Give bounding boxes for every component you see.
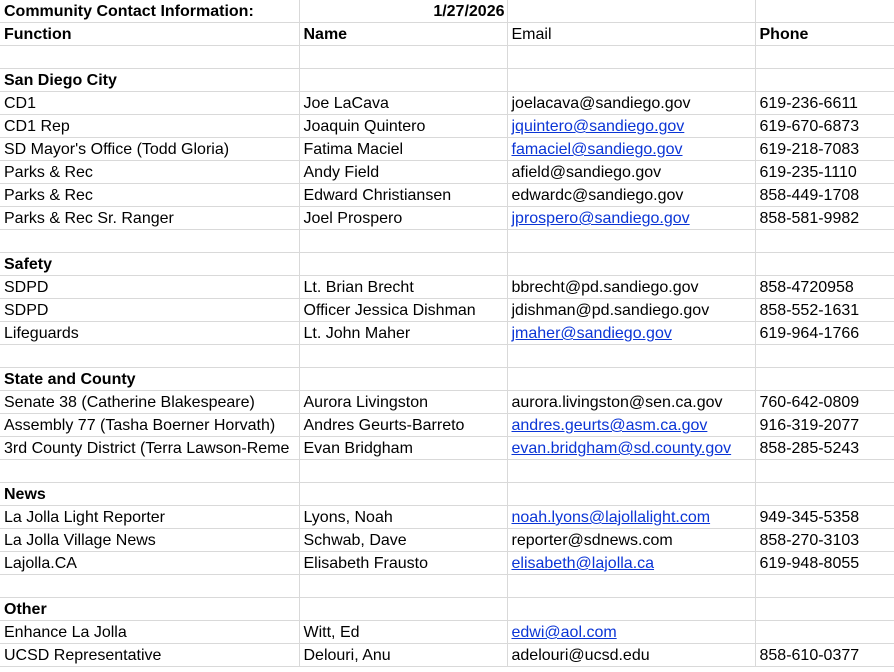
phone-cell[interactable]: 858-4720958 bbox=[755, 276, 894, 299]
name-cell[interactable]: Lt. John Maher bbox=[299, 322, 507, 345]
email-cell[interactable]: aurora.livingston@sen.ca.gov bbox=[507, 391, 755, 414]
function-cell[interactable]: Assembly 77 (Tasha Boerner Horvath) bbox=[0, 414, 299, 437]
section-header-row bbox=[0, 368, 894, 391]
empty-cell[interactable] bbox=[507, 460, 755, 483]
empty-cell[interactable] bbox=[507, 575, 755, 598]
function-cell[interactable]: Senate 38 (Catherine Blakespeare) bbox=[0, 391, 299, 414]
phone-cell[interactable]: 858-285-5243 bbox=[755, 437, 894, 460]
contact-row bbox=[0, 276, 894, 299]
phone-cell[interactable]: 619-218-7083 bbox=[755, 138, 894, 161]
function-cell[interactable]: CD1 Rep bbox=[0, 115, 299, 138]
name-cell[interactable]: Lyons, Noah bbox=[299, 506, 507, 529]
empty-cell[interactable] bbox=[507, 368, 755, 391]
name-cell[interactable]: Evan Bridgham bbox=[299, 437, 507, 460]
empty-cell[interactable] bbox=[507, 69, 755, 92]
email-cell[interactable] bbox=[507, 207, 755, 230]
phone-cell[interactable]: 858-552-1631 bbox=[755, 299, 894, 322]
contact-row bbox=[0, 506, 894, 529]
empty-cell[interactable] bbox=[507, 598, 755, 621]
contact-row bbox=[0, 161, 894, 184]
phone-cell[interactable]: 949-345-5358 bbox=[755, 506, 894, 529]
contact-row bbox=[0, 207, 894, 230]
function-cell[interactable]: Lifeguards bbox=[0, 322, 299, 345]
name-cell[interactable]: Andy Field bbox=[299, 161, 507, 184]
email-cell[interactable] bbox=[507, 138, 755, 161]
empty-cell[interactable] bbox=[507, 46, 755, 69]
empty-cell[interactable] bbox=[299, 575, 507, 598]
function-cell[interactable]: 3rd County District (Terra Lawson-Reme bbox=[0, 437, 299, 460]
empty-cell[interactable] bbox=[755, 575, 894, 598]
empty-cell[interactable] bbox=[299, 46, 507, 69]
empty-cell[interactable] bbox=[0, 46, 299, 69]
email-link[interactable]: jquintero@sandiego.gov bbox=[511, 118, 685, 135]
empty-cell[interactable] bbox=[507, 345, 755, 368]
empty-cell[interactable] bbox=[755, 230, 894, 253]
section-header-row bbox=[0, 253, 894, 276]
blank-row bbox=[0, 575, 894, 598]
contact-row bbox=[0, 115, 894, 138]
name-cell[interactable]: Edward Christiansen bbox=[299, 184, 507, 207]
email-cell[interactable] bbox=[507, 115, 755, 138]
empty-cell[interactable] bbox=[299, 368, 507, 391]
email-cell[interactable]: jdishman@pd.sandiego.gov bbox=[507, 299, 755, 322]
section-title[interactable]: Safety bbox=[0, 253, 299, 276]
name-cell[interactable]: Joel Prospero bbox=[299, 207, 507, 230]
name-cell[interactable]: Fatima Maciel bbox=[299, 138, 507, 161]
empty-cell[interactable] bbox=[299, 230, 507, 253]
phone-cell[interactable]: 858-610-0377 bbox=[755, 644, 894, 667]
blank-row bbox=[0, 345, 894, 368]
contact-row bbox=[0, 621, 894, 644]
function-cell[interactable]: La Jolla Light Reporter bbox=[0, 506, 299, 529]
contact-row bbox=[0, 184, 894, 207]
phone-cell[interactable]: 619-964-1766 bbox=[755, 322, 894, 345]
name-cell[interactable]: Aurora Livingston bbox=[299, 391, 507, 414]
empty-cell[interactable] bbox=[755, 368, 894, 391]
column-header-function[interactable]: Function bbox=[0, 23, 299, 46]
email-link[interactable]: jprospero@sandiego.gov bbox=[511, 210, 690, 227]
function-cell[interactable]: Parks & Rec bbox=[0, 161, 299, 184]
email-cell[interactable] bbox=[507, 621, 755, 644]
empty-cell[interactable] bbox=[755, 69, 894, 92]
email-cell[interactable]: adelouri@ucsd.edu bbox=[507, 644, 755, 667]
contact-row bbox=[0, 414, 894, 437]
name-cell[interactable]: Lt. Brian Brecht bbox=[299, 276, 507, 299]
phone-cell[interactable]: 858-270-3103 bbox=[755, 529, 894, 552]
email-link[interactable]: elisabeth@lajolla.ca bbox=[511, 555, 655, 572]
name-cell[interactable]: Schwab, Dave bbox=[299, 529, 507, 552]
column-header-row bbox=[0, 23, 894, 46]
contact-row bbox=[0, 529, 894, 552]
empty-cell[interactable] bbox=[755, 460, 894, 483]
email-cell[interactable] bbox=[507, 552, 755, 575]
email-link[interactable]: evan.bridgham@sd.county.gov bbox=[511, 440, 732, 457]
email-cell[interactable] bbox=[507, 322, 755, 345]
empty-cell[interactable] bbox=[0, 460, 299, 483]
section-header-row bbox=[0, 598, 894, 621]
function-cell[interactable]: Enhance La Jolla bbox=[0, 621, 299, 644]
section-title[interactable]: State and County bbox=[0, 368, 299, 391]
name-cell[interactable]: Witt, Ed bbox=[299, 621, 507, 644]
section-title[interactable]: Other bbox=[0, 598, 299, 621]
empty-cell[interactable] bbox=[299, 345, 507, 368]
function-cell[interactable]: SDPD bbox=[0, 299, 299, 322]
phone-cell[interactable]: 858-581-9982 bbox=[755, 207, 894, 230]
empty-cell[interactable] bbox=[299, 483, 507, 506]
function-cell[interactable]: Lajolla.CA bbox=[0, 552, 299, 575]
sheet-date[interactable]: 1/27/2026 bbox=[299, 0, 507, 23]
phone-cell[interactable]: 619-948-8055 bbox=[755, 552, 894, 575]
email-cell[interactable]: bbrecht@pd.sandiego.gov bbox=[507, 276, 755, 299]
blank-row bbox=[0, 46, 894, 69]
empty-cell[interactable] bbox=[507, 253, 755, 276]
column-header-phone[interactable]: Phone bbox=[755, 23, 894, 46]
name-cell[interactable]: Officer Jessica Dishman bbox=[299, 299, 507, 322]
email-link[interactable]: jmaher@sandiego.gov bbox=[511, 325, 672, 342]
email-cell[interactable]: reporter@sdnews.com bbox=[507, 529, 755, 552]
blank-row bbox=[0, 460, 894, 483]
empty-cell[interactable] bbox=[507, 483, 755, 506]
section-header-row bbox=[0, 69, 894, 92]
function-cell[interactable]: SD Mayor's Office (Todd Gloria) bbox=[0, 138, 299, 161]
empty-cell[interactable] bbox=[0, 345, 299, 368]
function-cell[interactable]: Parks & Rec Sr. Ranger bbox=[0, 207, 299, 230]
title-row bbox=[0, 0, 894, 23]
name-cell[interactable]: Joe LaCava bbox=[299, 92, 507, 115]
phone-cell[interactable]: 858-449-1708 bbox=[755, 184, 894, 207]
email-cell[interactable] bbox=[507, 437, 755, 460]
name-cell[interactable]: Joaquin Quintero bbox=[299, 115, 507, 138]
email-link[interactable]: famaciel@sandiego.gov bbox=[511, 141, 683, 158]
contact-row bbox=[0, 552, 894, 575]
column-header-email[interactable]: Email bbox=[507, 23, 755, 46]
contact-row bbox=[0, 92, 894, 115]
empty-cell[interactable] bbox=[755, 483, 894, 506]
phone-cell[interactable]: 619-670-6873 bbox=[755, 115, 894, 138]
email-cell[interactable] bbox=[507, 414, 755, 437]
function-cell[interactable]: CD1 bbox=[0, 92, 299, 115]
empty-cell[interactable] bbox=[299, 460, 507, 483]
email-cell[interactable]: joelacava@sandiego.gov bbox=[507, 92, 755, 115]
empty-cell[interactable] bbox=[755, 46, 894, 69]
name-cell[interactable]: Elisabeth Frausto bbox=[299, 552, 507, 575]
phone-cell[interactable]: 760-642-0809 bbox=[755, 391, 894, 414]
section-header-row bbox=[0, 483, 894, 506]
email-cell[interactable]: edwardc@sandiego.gov bbox=[507, 184, 755, 207]
empty-cell[interactable] bbox=[507, 230, 755, 253]
contact-row bbox=[0, 644, 894, 667]
function-cell[interactable]: UCSD Representative bbox=[0, 644, 299, 667]
empty-cell[interactable] bbox=[755, 0, 894, 23]
contact-row bbox=[0, 322, 894, 345]
phone-cell[interactable]: 619-236-6611 bbox=[755, 92, 894, 115]
empty-cell[interactable] bbox=[299, 598, 507, 621]
email-link[interactable]: noah.lyons@lajollalight.com bbox=[511, 509, 711, 526]
email-cell[interactable] bbox=[507, 506, 755, 529]
function-cell[interactable]: La Jolla Village News bbox=[0, 529, 299, 552]
phone-cell[interactable]: 619-235-1110 bbox=[755, 161, 894, 184]
contact-row bbox=[0, 391, 894, 414]
empty-cell[interactable] bbox=[755, 253, 894, 276]
empty-cell[interactable] bbox=[299, 253, 507, 276]
empty-cell[interactable] bbox=[0, 230, 299, 253]
contact-row bbox=[0, 299, 894, 322]
section-title[interactable]: News bbox=[0, 483, 299, 506]
blank-row bbox=[0, 230, 894, 253]
email-link[interactable]: andres.geurts@asm.ca.gov bbox=[511, 417, 708, 434]
contact-row bbox=[0, 138, 894, 161]
empty-cell[interactable] bbox=[755, 598, 894, 621]
phone-cell[interactable] bbox=[755, 621, 894, 644]
contact-row bbox=[0, 437, 894, 460]
section-title[interactable]: San Diego City bbox=[0, 69, 299, 92]
phone-cell[interactable]: 916-319-2077 bbox=[755, 414, 894, 437]
email-link[interactable]: edwi@aol.com bbox=[511, 624, 617, 641]
email-cell[interactable]: afield@sandiego.gov bbox=[507, 161, 755, 184]
name-cell[interactable]: Andres Geurts-Barreto bbox=[299, 414, 507, 437]
empty-cell[interactable] bbox=[0, 575, 299, 598]
function-cell[interactable]: SDPD bbox=[0, 276, 299, 299]
empty-cell[interactable] bbox=[755, 345, 894, 368]
name-cell[interactable]: Delouri, Anu bbox=[299, 644, 507, 667]
function-cell[interactable]: Parks & Rec bbox=[0, 184, 299, 207]
sheet-title[interactable]: Community Contact Information: bbox=[0, 0, 299, 23]
column-header-name[interactable]: Name bbox=[299, 23, 507, 46]
empty-cell[interactable] bbox=[299, 69, 507, 92]
empty-cell[interactable] bbox=[507, 0, 755, 23]
